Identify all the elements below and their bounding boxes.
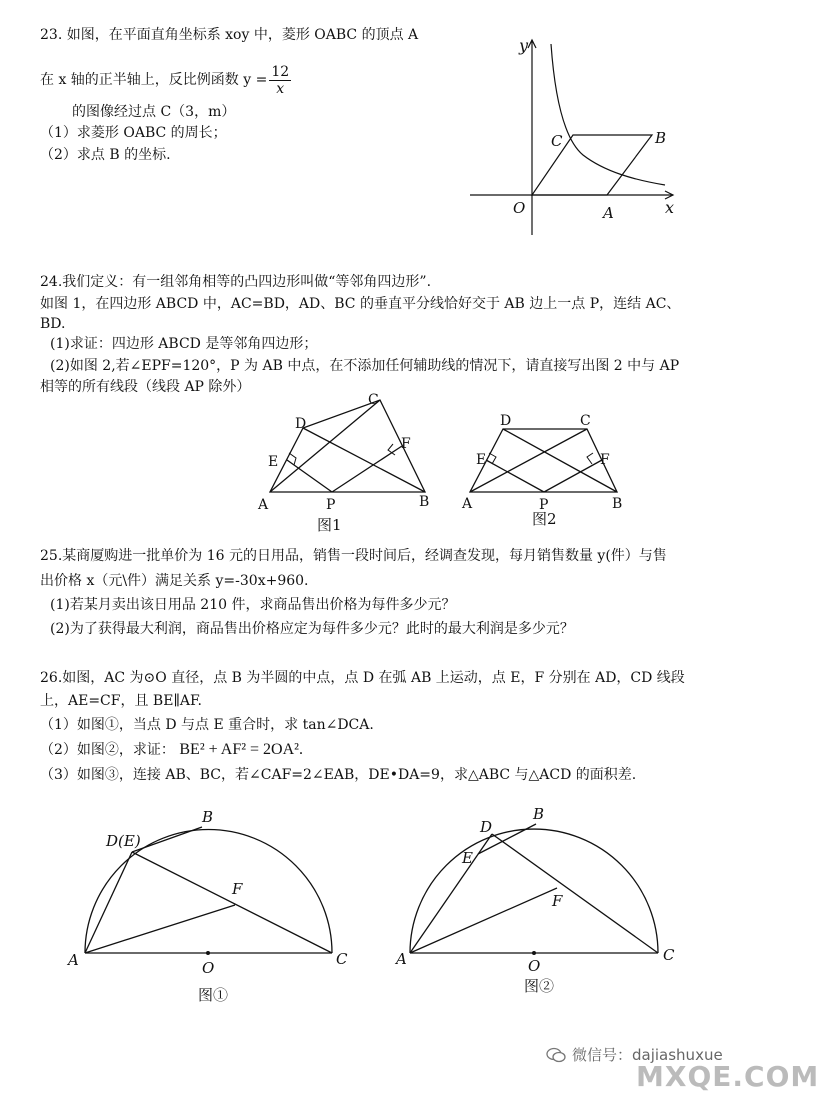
q24-f2-quad xyxy=(470,429,617,492)
q23-line2-text: 在 x 轴的正半轴上，反比例函数 y = xyxy=(40,72,268,88)
q24-f2-P: P xyxy=(539,497,549,513)
q23-hyperbola xyxy=(551,44,665,185)
q24-f2-PE xyxy=(486,460,544,492)
q23-line1: 23. 如图，在平面直角坐标系 xoy 中，菱形 OABC 的顶点 A xyxy=(40,27,419,43)
q24-f2-PF xyxy=(544,460,602,492)
q24-f1-D: D xyxy=(295,416,307,432)
q24-f1-B: B xyxy=(419,494,430,510)
q24-f1-E: E xyxy=(268,454,279,470)
q26-f1-A: A xyxy=(68,951,79,969)
q24-f1-A: A xyxy=(258,497,269,513)
q26-sub2 xyxy=(40,741,303,759)
q24-figure2 xyxy=(462,400,632,535)
q26-f2-A: A xyxy=(396,950,407,968)
q25-line2: 出价格 x（元\件）满足关系 y=-30x+960. xyxy=(40,573,309,589)
q26-f2-B: B xyxy=(533,805,545,823)
q26-f1-F: F xyxy=(232,880,243,898)
q25-sub2: (2)为了获得最大利润，商品售出价格应定为每件多少元？此时的最大利润是多少元？ xyxy=(50,621,574,637)
q23-line3: 的图像经过点 C（3，m） xyxy=(72,104,236,120)
q24-f2-E: E xyxy=(476,452,487,468)
q24-line1: 24.我们定义：有一组邻角相等的凸四边形叫做“等邻角四边形”. xyxy=(40,274,432,290)
q23-sub2: （2）求点 B 的坐标. xyxy=(40,147,171,163)
q23-frac-den: x xyxy=(276,80,285,97)
watermark-wechat-id: 微信号：dajiashuxue xyxy=(572,1046,723,1064)
q24-sub1: (1)求证：四边形 ABCD 是等邻角四边形； xyxy=(50,336,318,352)
q24-f2-C: C xyxy=(580,413,591,429)
q26-f2-E: E xyxy=(462,849,473,867)
q26-line2: 上，AE=CF，且 BE∥AF. xyxy=(40,693,203,709)
q24-f2-caption: 图2 xyxy=(532,510,557,528)
q26-f2-O: O xyxy=(528,957,541,975)
q24-line2: 如图 1，在四边形 ABCD 中，AC=BD，AD、BC 的垂直平分线恰好交于 AB 边上一点 P，连结 AC、 xyxy=(40,296,681,312)
q24-sub2: (2)如图 2,若∠EPF=120°，P 为 AB 中点，在不添加任何辅助线的情况下，请直接写出图 2 中与 AP xyxy=(50,358,680,374)
q24-f2-B: B xyxy=(612,496,623,512)
q26-figure1 xyxy=(60,800,360,1010)
q26-f2-caption: 图② xyxy=(524,977,555,995)
q24-sub2b: 相等的所有线段（线段 AP 除外） xyxy=(40,379,251,395)
q26-figure2 xyxy=(392,800,692,1000)
q25-line1: 25.某商厦购进一批单价为 16 元的日用品，销售一段时间后，经调查发现，每月销售数量 y(件）与售 xyxy=(40,548,667,564)
q23-label-x: x xyxy=(665,198,675,217)
q24-f1-P: P xyxy=(326,497,336,513)
q23-frac-num: 12 xyxy=(271,63,290,80)
q26-f1-O: O xyxy=(202,959,215,977)
q24-f2-A: A xyxy=(462,496,473,512)
q24-figure1 xyxy=(255,392,445,537)
q26-sub3: （3）如图③，连接 AB、BC，若∠CAF=2∠EAB，DE•DA=9，求△ABC 与△ACD 的面积差. xyxy=(40,767,637,783)
q26-f1-C: C xyxy=(336,950,348,968)
watermark-site: MXQE.COM xyxy=(636,1060,819,1093)
q24-f2-right-angle-F xyxy=(587,453,593,464)
q23-sub1: （1）求菱形 OABC 的周长； xyxy=(40,125,227,141)
q26-sub2-formula: BE² + AF² = 2OA². xyxy=(179,741,303,758)
wechat-icon xyxy=(546,1047,566,1063)
q23-label-B: B xyxy=(655,129,667,147)
q26-f1-AD xyxy=(85,852,132,953)
q26-f1-DB xyxy=(132,827,202,852)
q23-label-A: A xyxy=(603,204,614,222)
q24-f1-caption: 图1 xyxy=(317,516,342,534)
q26-f1-DE: D(E) xyxy=(106,832,141,850)
q23-figure xyxy=(465,30,685,245)
q26-f1-AF xyxy=(85,905,235,953)
q23-label-y: y xyxy=(519,36,529,55)
q24-f1-C: C xyxy=(368,392,379,408)
q26-f1-B: B xyxy=(202,808,214,826)
q26-f1-DC xyxy=(132,852,332,953)
q24-f1-F: F xyxy=(401,436,411,452)
q26-sub1: （1）如图①，当点 D 与点 E 重合时，求 tan∠DCA. xyxy=(40,717,374,733)
q26-f2-F: F xyxy=(552,892,563,910)
q26-sub2-text: （2）如图②，求证： xyxy=(40,742,175,758)
q26-f2-D: D xyxy=(480,818,493,836)
q24-line3: BD. xyxy=(40,316,66,332)
q25-sub1: (1)若某月卖出该日用品 210 件，求商品售出价格为每件多少元？ xyxy=(50,597,456,613)
q23-rhombus xyxy=(532,135,652,195)
q23-line2 xyxy=(40,62,293,98)
q24-f1-AC xyxy=(270,400,380,492)
q26-f2-center xyxy=(532,951,536,955)
q23-label-O: O xyxy=(513,199,526,217)
q24-f2-D: D xyxy=(500,413,512,429)
q23-fraction xyxy=(269,64,291,97)
q26-f2-C: C xyxy=(663,946,675,964)
q26-f2-semicircle xyxy=(410,829,658,953)
q26-line1: 26.如图，AC 为⊙O 直径，点 B 为半圆的中点，点 D 在弧 AB 上运动，点 E，F 分别在 AD，CD 线段 xyxy=(40,670,685,686)
q26-f1-caption: 图① xyxy=(198,986,229,1004)
q26-f1-center xyxy=(206,951,210,955)
q26-f2-DC xyxy=(492,834,658,953)
q24-f2-F: F xyxy=(600,452,610,468)
q23-label-C: C xyxy=(551,132,563,150)
